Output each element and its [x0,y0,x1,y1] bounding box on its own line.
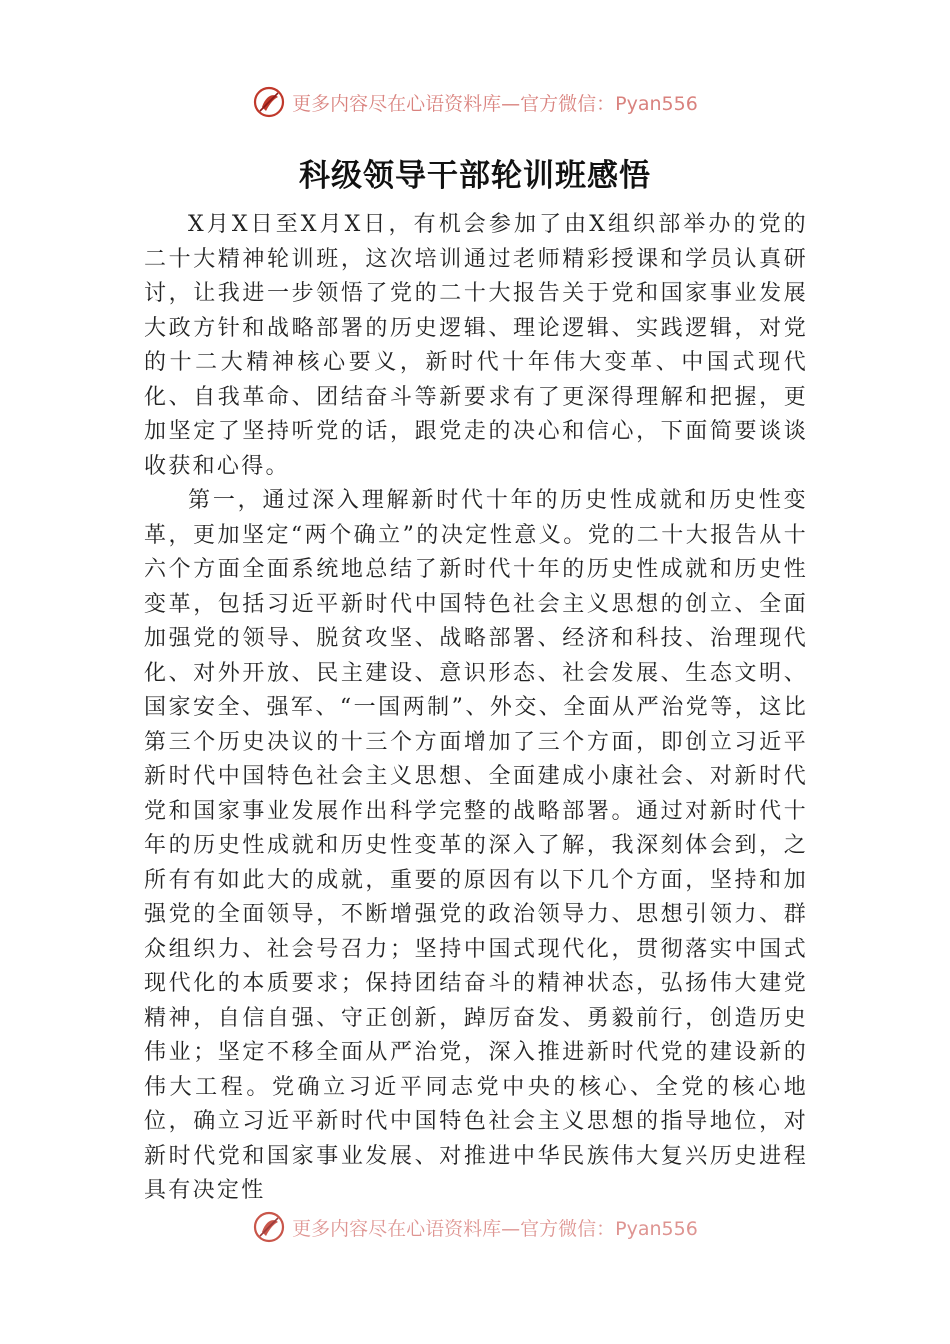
paragraph-intro: X月X日至X月X日，有机会参加了由X组织部举办的党的二十大精神轮训班，这次培训通过老师精彩授课和学员认真研讨，让我进一步领悟了党的二十大报告关于党和国家事业发展大政方针和战略部署的历史逻辑、理论逻辑、实践逻辑，对党的十二大精神核心要义，新时代十年伟大变革、中国式现代化、自我革命、团结奋斗等新要求有了更深得理解和把握，更加坚定了坚持听党的话，跟党走的决心和信心，下面简要谈谈收获和心得。 [144,212,808,479]
watermark-banner-bottom [0,1207,950,1247]
document-body [144,208,808,1209]
logo-icon [252,1210,286,1244]
paragraph-first-point: 第一，通过深入理解新时代十年的历史性成就和历史性变革，更加坚定“两个确立”的决定性意义。党的二十大报告从十六个方面全面系统地总结了新时代十年的历史性成就和历史性变革，包括习近平新时代中国特色社会主义思想的创立、全面加强党的领导、脱贫攻坚、战略部署、经济和科技、治理现代化、对外开放、民主建设、意识形态、社会发展、生态文明、国家安全、强军、“一国两制”、外交、全面从严治党等，这比第三个历史决议的十三个方面增加了三个方面，即创立习近平新时代中国特色社会主义思想、全面建成小康社会、对新时代党和国家事业发展作出科学完整的战略部署。通过对新时代十年的历史性成就和历史性变革的深入了解，我深刻体会到，之所有有如此大的成就，重要的原因有以下几个方面，坚持和加强党的全面领导，不断增强党的政治领导力、思想引领力、群众组织力、社会号召力；坚持中国式现代化，贯彻落实中国式现代化的本质要求；保持团结奋斗的精神状态，弘扬伟大建党精神，自信自强、守正创新，踔厉奋发、勇毅前行，创造历史伟业；坚定不移全面从严治党，深入推进新时代党的建设新的伟大工程。党确立习近平同志党中央的核心、全党的核心地位，确立习近平新时代中国特色社会主义思想的指导地位，对新时代党和国家事业发展、对推进中华民族伟大复兴历史进程具有决定性 [144,488,808,1203]
logo-icon [252,85,286,119]
watermark-text-top: 更多内容尽在心语资料库—官方微信：Pyan556 [292,92,698,115]
watermark-banner-top [0,82,950,122]
document-title: 科级领导干部轮训班感悟 [299,158,651,194]
watermark-text-bottom: 更多内容尽在心语资料库—官方微信：Pyan556 [292,1217,698,1240]
